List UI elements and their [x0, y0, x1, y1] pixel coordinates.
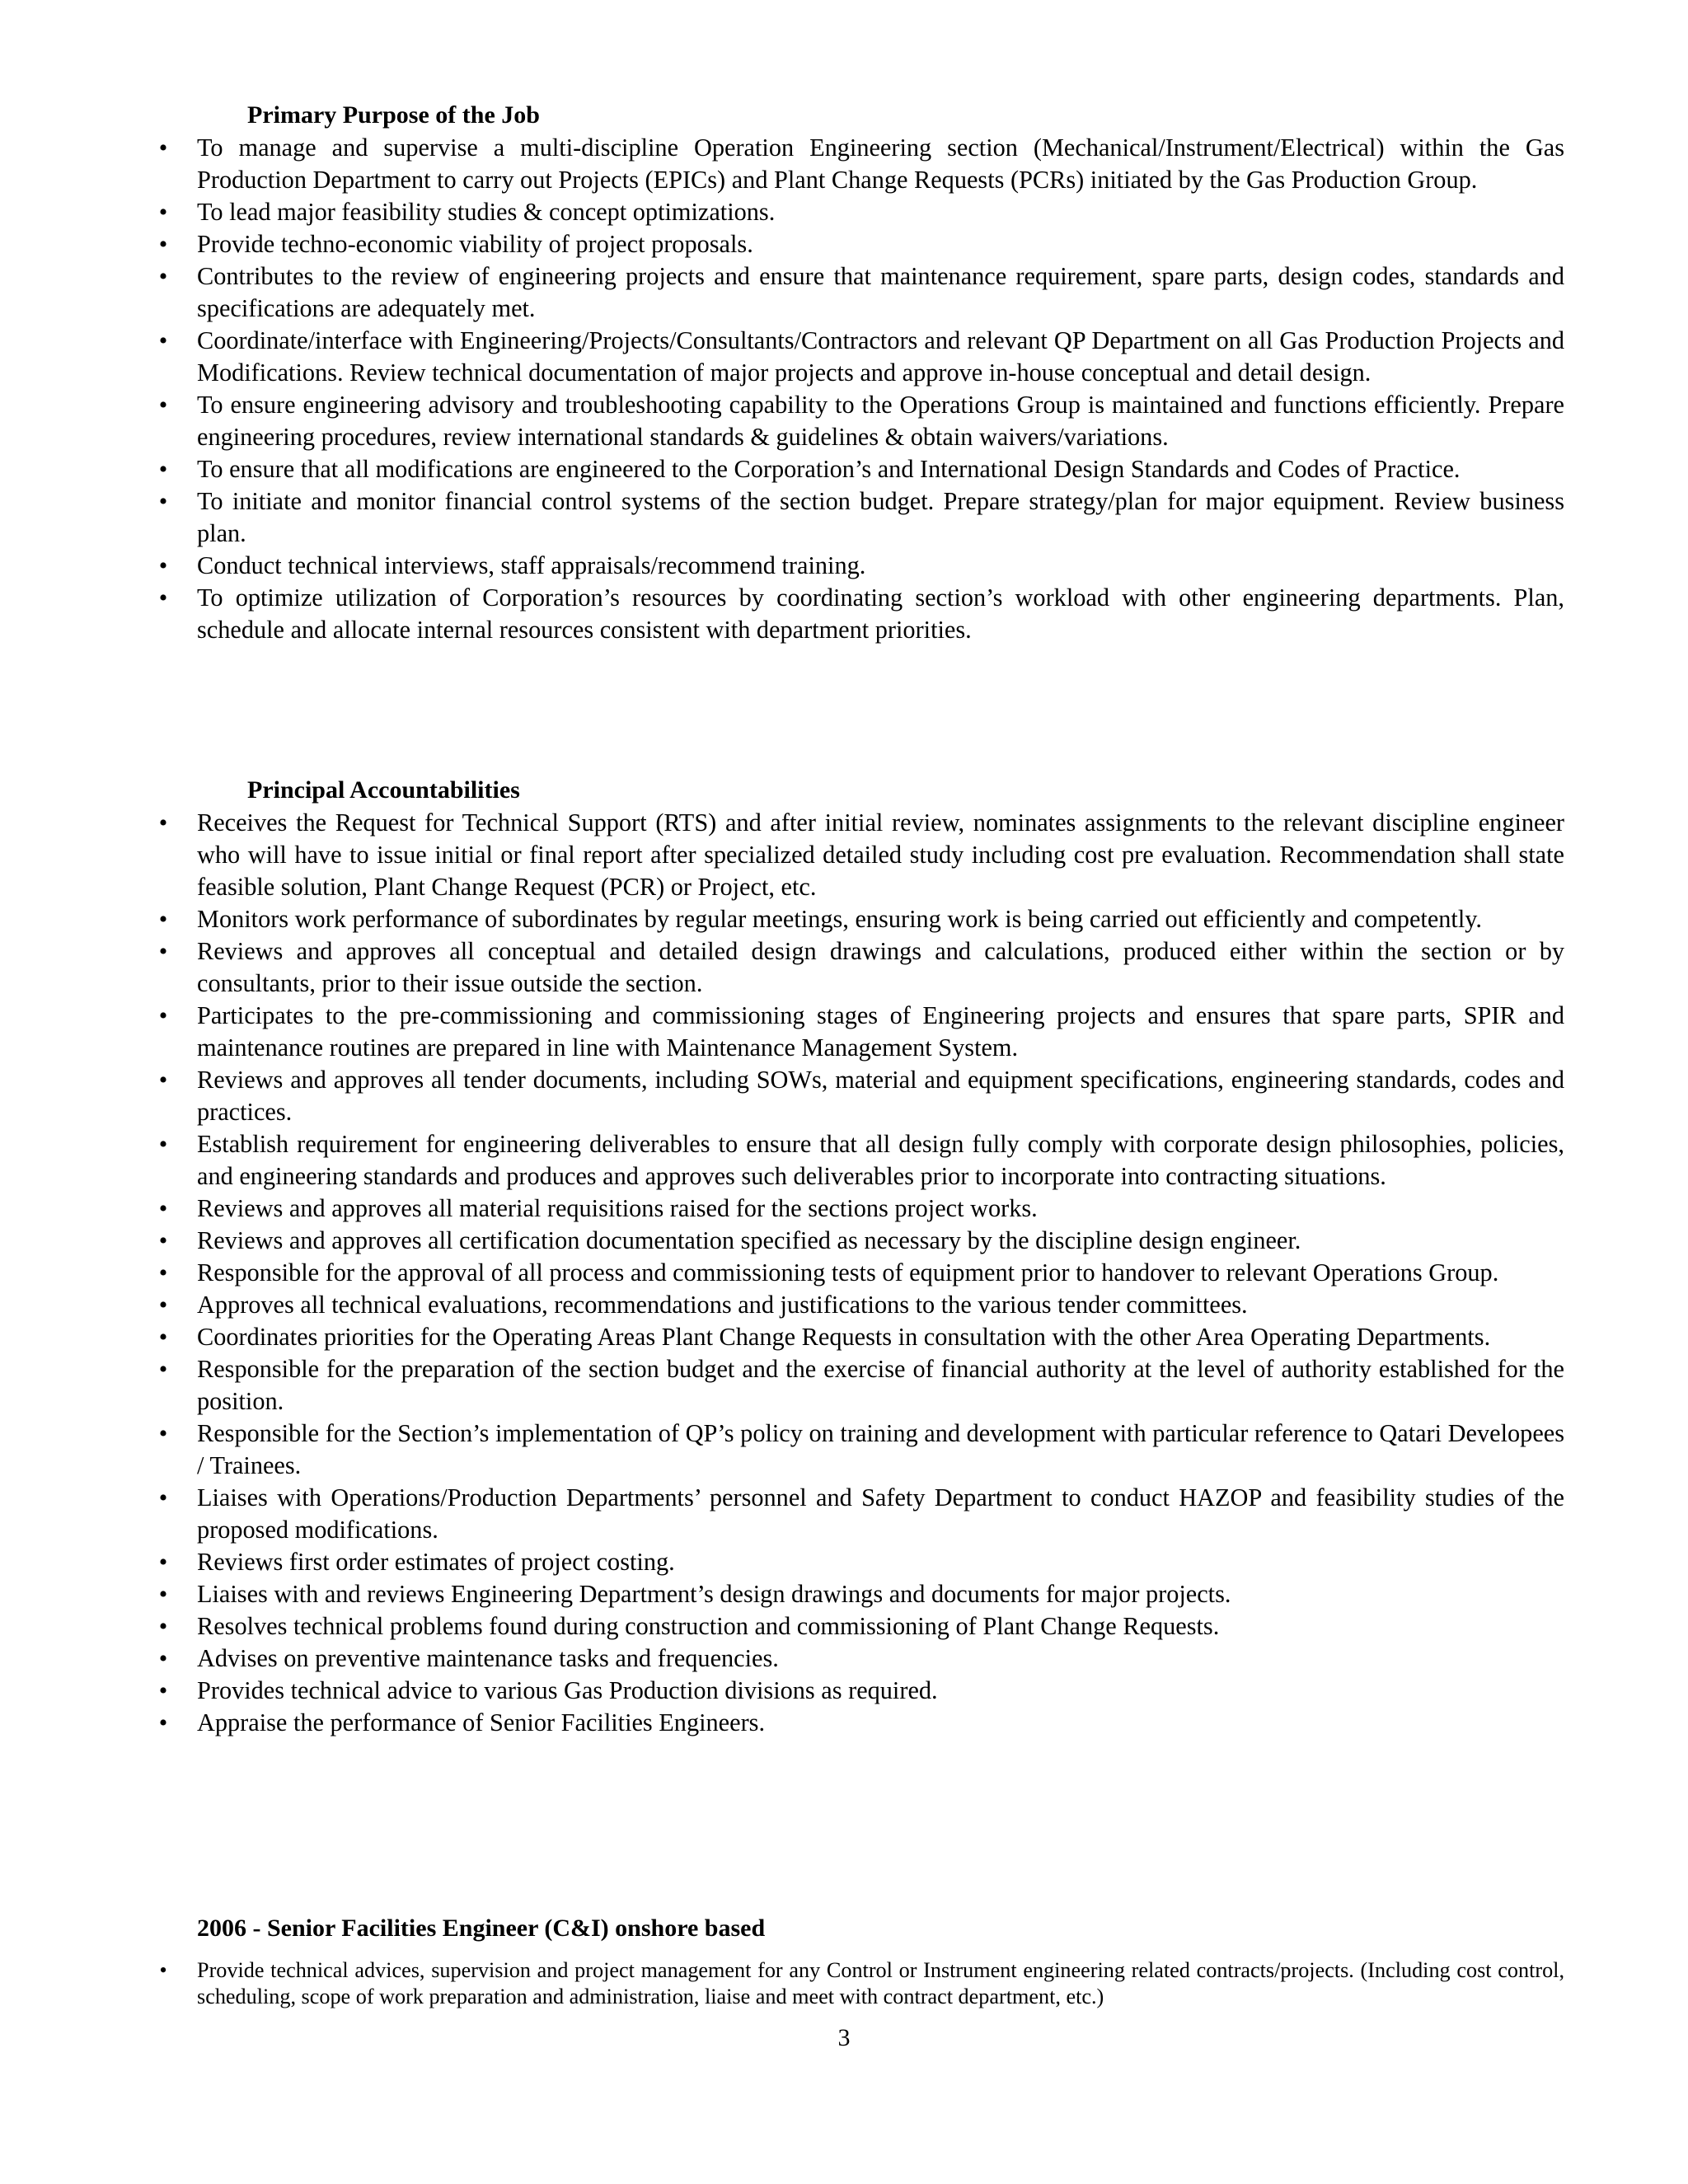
- list-item: [0, 1707, 1688, 1739]
- bullet-icon: •: [158, 1195, 168, 1222]
- list-item: [0, 1128, 1688, 1193]
- page-number: 3: [837, 2024, 851, 2051]
- bullet-icon: •: [158, 1677, 168, 1704]
- section-heading-primary-purpose: Primary Purpose of the Job: [247, 101, 540, 129]
- bullet-icon: •: [158, 134, 168, 162]
- bullet-icon: •: [158, 1227, 168, 1254]
- list-item: [0, 1289, 1688, 1321]
- bullet-icon: •: [158, 1581, 168, 1608]
- list-item-text: Responsible for the Section’s implementation of QP’s policy on training and development with particular reference to Qatari Developees / Trainees.: [197, 1419, 1564, 1479]
- list-item-text: Participates to the pre-commissioning and commissioning stages of Engineering projects and ensures that spare parts, SPIR and maintenance routines are prepared in line with Maintenance Management System.: [197, 1001, 1564, 1062]
- bullet-icon: •: [158, 1645, 168, 1672]
- bullet-icon: •: [158, 1356, 168, 1383]
- bullet-icon: •: [158, 1002, 168, 1029]
- senior-facilities-engineer-list: [0, 1957, 1688, 2010]
- list-item-text: Provides technical advice to various Gas Production divisions as required.: [197, 1676, 938, 1704]
- list-item-text: Liaises with and reviews Engineering Department’s design drawings and documents for major projects.: [197, 1580, 1231, 1608]
- list-item-text: Reviews and approves all material requisitions raised for the sections project works.: [197, 1194, 1038, 1222]
- list-item: [0, 1578, 1688, 1610]
- list-item-text: Coordinates priorities for the Operating Areas Plant Change Requests in consultation with the other Area Operating Departments.: [197, 1323, 1491, 1351]
- bullet-icon: •: [158, 1420, 168, 1447]
- list-item-text: Coordinate/interface with Engineering/Projects/Consultants/Contractors and relevant QP Department on all Gas Production Projects and Modifications. Review technical documentation of major projects and approve in-house conceptual and detail design.: [197, 326, 1564, 387]
- list-item-text: Responsible for the preparation of the section budget and the exercise of financial authority at the level of authority established for the position.: [197, 1355, 1564, 1415]
- list-item-text: Advises on preventive maintenance tasks and frequencies.: [197, 1644, 779, 1672]
- list-item-text: Appraise the performance of Senior Facilities Engineers.: [197, 1708, 766, 1736]
- list-item: [0, 1353, 1688, 1418]
- bullet-icon: •: [158, 1259, 168, 1286]
- list-item-text: Responsible for the approval of all process and commissioning tests of equipment prior to handover to relevant Operations Group.: [197, 1258, 1499, 1286]
- list-item: [0, 132, 1688, 196]
- list-item-text: Provide techno-economic viability of project proposals.: [197, 230, 753, 258]
- bullet-icon: •: [158, 1324, 168, 1351]
- bullet-icon: •: [158, 391, 168, 419]
- list-item-text: Reviews and approves all certification documentation specified as necessary by the discipline design engineer.: [197, 1226, 1301, 1254]
- bullet-icon: •: [159, 1958, 167, 1982]
- list-item: [0, 228, 1688, 260]
- bullet-icon: •: [158, 456, 168, 483]
- list-item: [0, 903, 1688, 935]
- bullet-icon: •: [158, 809, 168, 837]
- bullet-icon: •: [158, 1066, 168, 1094]
- list-item: [0, 1482, 1688, 1546]
- bullet-icon: •: [158, 1131, 168, 1158]
- list-item: [0, 550, 1688, 582]
- list-item: [0, 1321, 1688, 1353]
- bullet-icon: •: [158, 263, 168, 290]
- list-item: [0, 1418, 1688, 1482]
- list-item: [0, 1957, 1688, 2010]
- list-item-text: Contributes to the review of engineering projects and ensure that maintenance requirement, spare parts, design codes, standards and specifications are adequately met.: [197, 262, 1564, 322]
- list-item-text: Resolves technical problems found during construction and commissioning of Plant Change Requests.: [197, 1612, 1220, 1640]
- list-item-text: To manage and supervise a multi-discipline Operation Engineering section (Mechanical/Instrument/Electrical) within the Gas Production Department to carry out Projects (EPICs) and Plant Change Requests (PCRs) initiated by the Gas Production Group.: [197, 134, 1564, 194]
- bullet-icon: •: [158, 1484, 168, 1511]
- list-item: [0, 1546, 1688, 1578]
- list-item: [0, 1610, 1688, 1643]
- list-item-text: Provide technical advices, supervision and project management for any Control or Instrument engineering related contracts/projects. (Including cost control, scheduling, scope of work preparation and administration, liaise and meet with contract department, etc.): [197, 1958, 1564, 2008]
- list-item-text: Approves all technical evaluations, recommendations and justifications to the various tender committees.: [197, 1291, 1248, 1319]
- list-item-text: To ensure that all modifications are engineered to the Corporation’s and International Design Standards and Codes of Practice.: [197, 455, 1461, 483]
- bullet-icon: •: [158, 1549, 168, 1576]
- list-item-text: Receives the Request for Technical Support (RTS) and after initial review, nominates assignments to the relevant discipline engineer who will have to issue initial or final report after specialized detailed study including cost pre evaluation. Recommendation shall state feasible solution, Plant Change Request (PCR) or Project, etc.: [197, 808, 1564, 901]
- primary-purpose-list: [0, 132, 1688, 646]
- list-item: [0, 1257, 1688, 1289]
- list-item: [0, 389, 1688, 453]
- list-item: [0, 1064, 1688, 1128]
- list-item: [0, 485, 1688, 550]
- list-item: [0, 1675, 1688, 1707]
- list-item: [0, 1000, 1688, 1064]
- list-item: [0, 1193, 1688, 1225]
- list-item: [0, 807, 1688, 903]
- bullet-icon: •: [158, 1291, 168, 1319]
- list-item: [0, 196, 1688, 228]
- bullet-icon: •: [158, 552, 168, 579]
- bullet-icon: •: [158, 938, 168, 965]
- list-item: [0, 935, 1688, 1000]
- list-item-text: To ensure engineering advisory and troubleshooting capability to the Operations Group is maintained and functions efficiently. Prepare engineering procedures, review international standards & guidelines & obtain waivers/variations.: [197, 391, 1564, 451]
- list-item: [0, 1643, 1688, 1675]
- bullet-icon: •: [158, 906, 168, 933]
- list-item-text: Establish requirement for engineering deliverables to ensure that all design fully comply with corporate design philosophies, policies, and engineering standards and produces and approves such deliverables prior to incorporate into contracting situations.: [197, 1130, 1564, 1190]
- bullet-icon: •: [158, 1709, 168, 1736]
- list-item: [0, 582, 1688, 646]
- list-item-text: Reviews and approves all conceptual and detailed design drawings and calculations, produced either within the section or by consultants, prior to their issue outside the section.: [197, 937, 1564, 997]
- principal-accountabilities-list: [0, 807, 1688, 1739]
- bullet-icon: •: [158, 327, 168, 354]
- list-item-text: To optimize utilization of Corporation’s resources by coordinating section’s workload with other engineering departments. Plan, schedule and allocate internal resources consistent with department priorities.: [197, 583, 1564, 644]
- list-item: [0, 260, 1688, 325]
- list-item: [0, 1225, 1688, 1257]
- list-item-text: Liaises with Operations/Production Departments’ personnel and Safety Department to conduct HAZOP and feasibility studies of the proposed modifications.: [197, 1483, 1564, 1544]
- bullet-icon: •: [158, 1613, 168, 1640]
- bullet-icon: •: [158, 199, 168, 226]
- section-heading-senior-facilities-engineer: 2006 - Senior Facilities Engineer (C&I) onshore based: [197, 1915, 766, 1942]
- list-item: [0, 325, 1688, 389]
- list-item-text: To initiate and monitor financial control systems of the section budget. Prepare strategy/plan for major equipment. Review business plan.: [197, 487, 1564, 547]
- bullet-icon: •: [158, 584, 168, 612]
- list-item-text: Reviews first order estimates of project costing.: [197, 1548, 675, 1576]
- list-item-text: Reviews and approves all tender documents, including SOWs, material and equipment specifications, engineering standards, codes and practices.: [197, 1066, 1564, 1126]
- section-heading-principal-accountabilities: Principal Accountabilities: [247, 776, 520, 804]
- bullet-icon: •: [158, 488, 168, 515]
- bullet-icon: •: [158, 231, 168, 258]
- list-item-text: Monitors work performance of subordinates by regular meetings, ensuring work is being carried out efficiently and competently.: [197, 905, 1483, 933]
- list-item-text: Conduct technical interviews, staff appraisals/recommend training.: [197, 551, 866, 579]
- list-item: [0, 453, 1688, 485]
- list-item-text: To lead major feasibility studies & concept optimizations.: [197, 198, 776, 226]
